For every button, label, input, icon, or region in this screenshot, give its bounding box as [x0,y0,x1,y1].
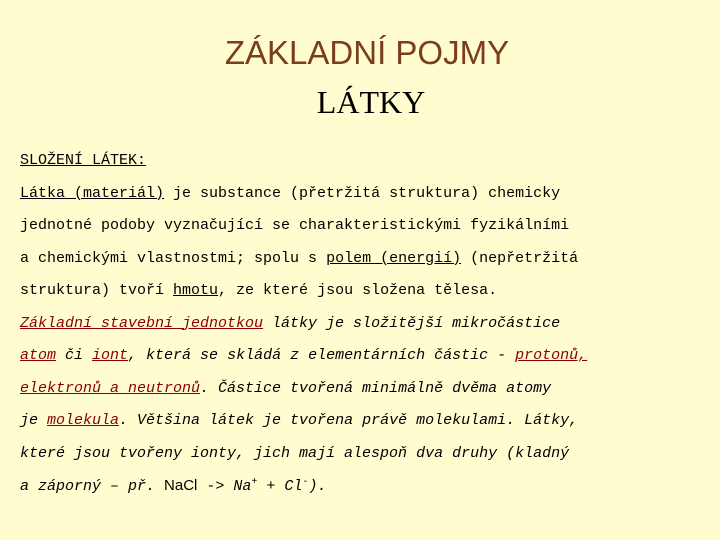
p2-line-2 [20,345,710,378]
p2-text-3: . Částice tvořená minimálně dvěma atomy [200,379,552,397]
p1-line-3 [20,248,710,281]
p2-text-6d: ). [308,478,327,495]
p1-text-3a: a chemickými vlastnostmi; spolu s [20,249,327,267]
term-molekula: molekula [47,412,120,429]
p2-line-6 [20,475,710,508]
p1-text-4a: struktura) tvoří [20,282,174,299]
p2-text-6c: + Cl [257,478,303,495]
page-title: ZÁKLADNÍ POJMY [224,34,510,71]
p2-text-5: které jsou tvořeny ionty, jich mají alespoň dva druhy (kladný [20,444,570,462]
section-heading: SLOŽENÍ LÁTEK: [20,152,147,169]
p2-text-4b: . Většina látek je tvořena právě molekulami. Látky, [119,412,579,429]
p2-line-1 [20,313,710,346]
superscript-minus: - [302,477,309,488]
p2-text-6a: a záporný – př. [20,478,165,495]
p2-text-2a: či [56,347,93,364]
p1-text-4b: , ze které jsou složena tělesa. [218,282,498,299]
term-atom: atom [20,347,57,364]
term-pole: polem (energií) [326,249,462,267]
p2-line-4 [20,410,710,443]
term-hmota: hmotu [173,282,219,299]
term-jednotka: Základní stavební jednotkou [20,314,264,332]
formula-nacl: NaCl [164,477,198,494]
p1-text-3b: (nepřetržitá [461,249,579,267]
p1-line-4 [20,280,710,313]
term-iont: iont [92,347,129,364]
p2-text-2b: , která se skládá z elementárních částic - [128,347,516,364]
p2-text-4a: je [20,412,48,429]
term-elektronu: elektronů a neutronů [20,379,201,397]
p2-text-6b: -> Na [197,478,252,495]
p2-line-3 [20,378,710,411]
superscript-plus: + [251,477,258,488]
p1-line-2 [20,215,710,248]
page-subtitle: LÁTKY [316,84,426,120]
p2-text-1: látky je složitější mikročástice [263,314,561,332]
term-latka: Látka (materiál) [20,184,165,202]
p1-line-1 [20,183,710,216]
p1-text-2: jednotné podoby vyznačující se charakteristickými fyzikálními [20,217,570,234]
term-protonu: protonů, [515,347,588,364]
text-body [20,150,710,508]
section-heading-line [20,150,710,183]
p1-text-1: je substance (přetržitá struktura) chemicky [164,184,561,202]
p2-line-5 [20,443,710,476]
